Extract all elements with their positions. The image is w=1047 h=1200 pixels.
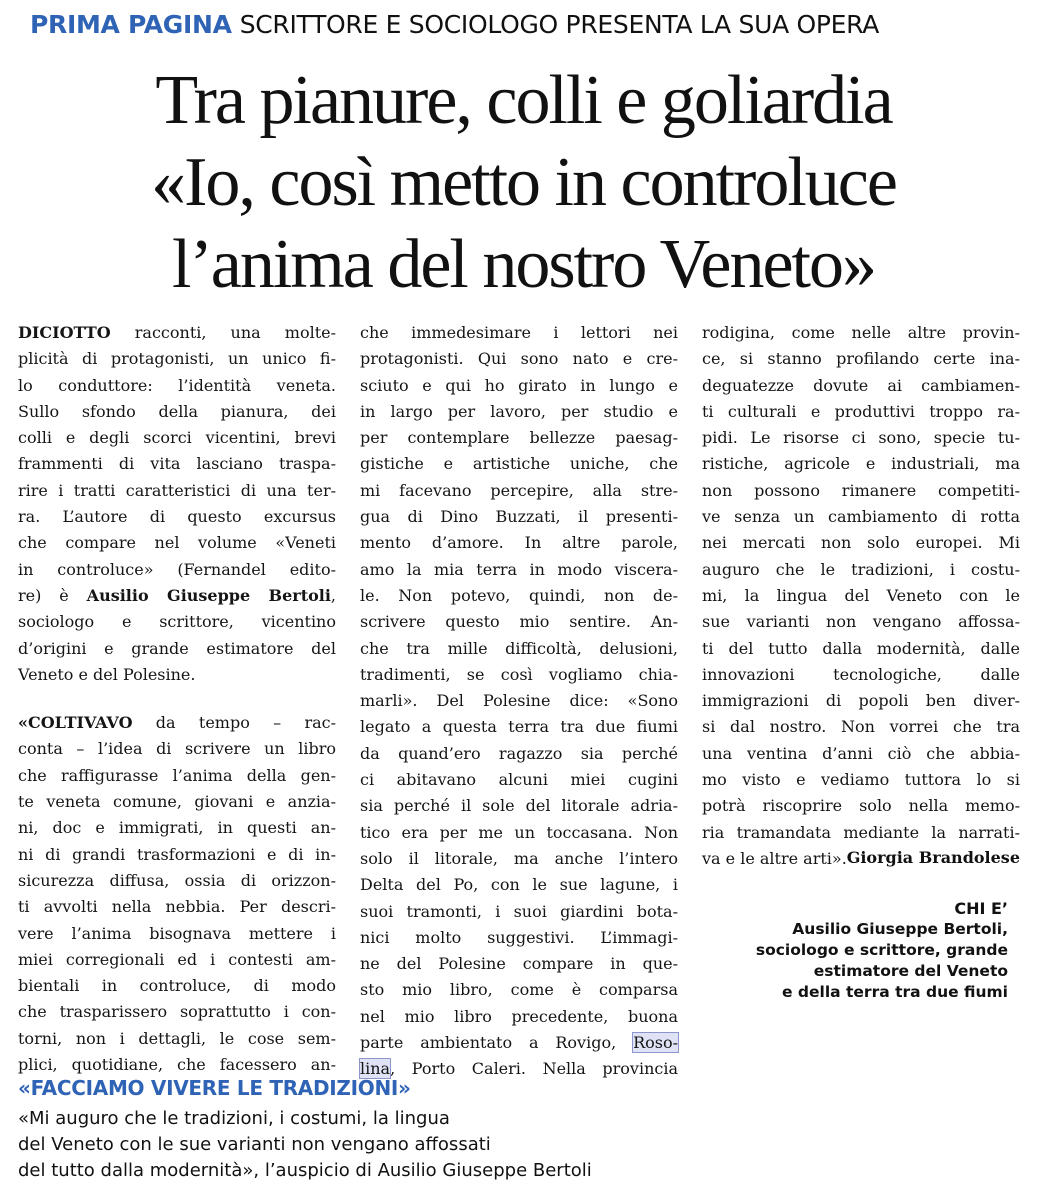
text-line: frammenti di vita lasciano traspa- — [18, 454, 336, 474]
author-name: Ausilio Giuseppe Bertoli — [86, 585, 331, 605]
text-line: innovazioni tecnologiche, dalle — [702, 664, 1020, 684]
text-line: immigrazioni di popoli ben diver- — [702, 691, 1020, 711]
text-line: vere l’anima bisognava mettere i — [18, 923, 336, 943]
pullquote-title: «FACCIAMO VIVERE LE TRADIZIONI» — [18, 1076, 411, 1100]
kicker-subtitle: SCRITTORE E SOCIOLOGO PRESENTA LA SUA OPERA — [239, 10, 880, 39]
text-line: che compare nel volume «Veneti — [18, 533, 336, 553]
text-line: ni di grandi trasformazioni e di in- — [18, 844, 336, 864]
kicker — [30, 10, 1020, 39]
text-line: ti culturali e produttivi troppo ra- — [702, 401, 1020, 421]
text-line: va e le altre arti». — [702, 848, 847, 868]
text-line — [18, 583, 336, 609]
text-span: , — [330, 585, 336, 605]
text-line: ci abitavano alcuni miei cugini — [360, 770, 678, 790]
text-line: una ventina d’anni ciò che abbia- — [702, 743, 1020, 763]
text-line: deguatezze dovute ai cambiamen- — [702, 375, 1020, 395]
text-line: sicurezza diffusa, ossia di orizzon- — [18, 870, 336, 890]
text-line: ce, si stanno profilando certe ina- — [702, 349, 1020, 369]
paragraph-2 — [18, 710, 336, 1078]
text-line: sto mio libro, come è comparsa — [360, 980, 678, 1000]
pullquote-line: del Veneto con le sue varianti non vengano affossati — [18, 1134, 491, 1155]
text-line: ve senza un cambiamento di rotta — [702, 507, 1020, 527]
paragraph-1 — [18, 320, 336, 688]
text-line: che immedesimare i lettori nei — [360, 323, 678, 342]
bio-line: estimatore del Veneto — [813, 962, 1008, 980]
text-line: in controluce» (Fernandel edito- — [18, 559, 336, 579]
text-line: nici molto suggestivi. L’immagi- — [360, 927, 678, 947]
text-line: le. Non potevo, quindi, non de- — [360, 585, 678, 605]
text-line: plici, quotidiane, che facessero an- — [18, 1055, 336, 1075]
text-line: d’origini e grande estimatore del — [18, 638, 336, 658]
text-line: protagonisti. Qui sono nato e cre- — [360, 349, 678, 369]
text-line: che tra mille difficoltà, delusioni, — [360, 638, 678, 658]
bio-line: Ausilio Giuseppe Bertoli, — [792, 920, 1008, 938]
text-line: Sullo sfondo della pianura, dei — [18, 401, 336, 421]
text-line: che trasparissero soprattutto i con- — [18, 1002, 336, 1022]
text-span: da tempo – rac- — [132, 713, 336, 733]
text-line: si dal nostro. Non vorrei che tra — [702, 717, 1020, 737]
text-line: Veneto e del Polesine. — [18, 664, 196, 684]
text-line: ra. L’autore di questo excursus — [18, 507, 336, 527]
text-line: che raffigurasse l’anima della gen- — [18, 765, 336, 785]
text-line: gua di Dino Buzzati, il presenti- — [360, 507, 678, 527]
text-line: mi, la lingua del Veneto con le — [702, 585, 1020, 605]
text-line: ti del tutto dalla modernità, dalle — [702, 638, 1020, 658]
text-line: nei mercati non solo europei. Mi — [702, 533, 1020, 553]
text-line: scrivere questo mio sentire. An- — [360, 612, 678, 632]
headline-line: l’anima del nostro Veneto» — [172, 226, 875, 303]
text-span: , Porto Caleri. Nella provincia — [390, 1059, 678, 1079]
text-line: colli e degli scorci vicentini, brevi — [18, 428, 336, 448]
text-line: in largo per lavoro, per studio e — [360, 401, 678, 421]
text-line: marli». Del Polesine dice: «Sono — [360, 691, 678, 711]
bio-box — [702, 898, 1008, 1003]
headline — [20, 60, 1027, 306]
lead-word: «COLTIVAVO — [18, 713, 133, 733]
highlighted-word: Roso- — [633, 1033, 678, 1053]
text-line: ne del Polesine compare in que- — [360, 954, 678, 974]
text-line: mi facevano percepire, alla stre- — [360, 480, 678, 500]
bio-line: sociologo e scrittore, grande — [755, 941, 1008, 959]
article-column-3 — [702, 320, 1020, 872]
pullquote-line: «Mi auguro che le tradizioni, i costumi, la lingua — [18, 1108, 450, 1129]
text-line: te veneta comune, giovani e anzia- — [18, 792, 336, 812]
text-line: rire i tratti caratteristici di una ter- — [18, 480, 336, 500]
text-line: non possono rimanere competiti- — [702, 480, 1020, 500]
text-line: mo visto e vediamo tuttora lo si — [702, 770, 1020, 790]
text-line: nel mio libro precedente, buona — [360, 1006, 678, 1026]
article-column-2 — [360, 320, 678, 1083]
text-line — [360, 1030, 678, 1056]
headline-line: Tra pianure, colli e goliardia — [155, 62, 892, 139]
text-line: bientali in controluce, di modo — [18, 976, 336, 996]
text-line: legato a questa terra tra due fiumi — [360, 717, 678, 737]
text-line: ti avvolti nella nebbia. Per descri- — [18, 897, 336, 917]
text-line: sciuto e qui ho girato in lungo e — [360, 375, 678, 395]
text-line — [18, 710, 336, 736]
text-span: re) è — [18, 585, 87, 605]
pullquote-line: del tutto dalla modernità», l’auspicio di Ausilio Giuseppe Bertoli — [18, 1160, 592, 1181]
text-line: Delta del Po, con le sue lagune, i — [360, 875, 678, 895]
text-line: mento d’amore. In altre parole, — [360, 533, 678, 553]
text-line: sue varianti non vengano affossa- — [702, 612, 1020, 632]
text-line: amo la mia terra in modo viscera- — [360, 559, 678, 579]
text-line: lo conduttore: l’identità veneta. — [18, 375, 336, 395]
text-line: gistiche e artistiche uniche, che — [360, 454, 678, 474]
text-line — [18, 320, 336, 346]
text-span: racconti, una molte- — [110, 323, 336, 342]
text-line: conta – l’idea di scrivere un libro — [18, 739, 336, 759]
section-label: PRIMA PAGINA — [30, 10, 232, 39]
author-signature: Giorgia Brandolese — [846, 848, 1020, 867]
text-line: da quand’ero ragazzo sia perché — [360, 743, 678, 763]
text-line: rodigina, come nelle altre provin- — [702, 323, 1020, 342]
text-line: plicità di protagonisti, un unico fi- — [18, 349, 336, 369]
text-line: tradimenti, se così vogliamo chia- — [360, 664, 678, 684]
text-span: parte ambientato a Rovigo, — [360, 1033, 634, 1053]
text-line: solo il litorale, ma anche l’intero — [360, 848, 678, 868]
text-line: pidi. Le risorse ci sono, specie tu- — [702, 428, 1020, 448]
article-column-1 — [18, 320, 336, 1078]
text-line: ria tramandata mediante la narrati- — [702, 822, 1020, 842]
text-line: per contemplare bellezze paesag- — [360, 428, 678, 448]
bio-label: CHI E’ — [954, 899, 1008, 918]
text-line: suoi tramonti, i suoi giardini bota- — [360, 901, 678, 921]
text-line: potrà riscoprire solo nella memo- — [702, 796, 1020, 816]
text-line: sociologo e scrittore, vicentino — [18, 612, 336, 632]
text-line: ristiche, agricole e industriali, ma — [702, 454, 1020, 474]
pullquote-body — [18, 1106, 718, 1184]
text-line: tico era per me un toccasana. Non — [360, 822, 678, 842]
headline-line: «Io, così metto in controluce — [151, 144, 896, 221]
lead-word: DICIOTTO — [18, 323, 111, 342]
text-line: auguro che le tradizioni, i costu- — [702, 559, 1020, 579]
text-line: ni, doc e immigrati, in questi an- — [18, 818, 336, 838]
bio-line: e della terra tra due fiumi — [782, 983, 1008, 1001]
text-line: sia perché il sole del litorale adria- — [360, 796, 678, 816]
text-line: miei corregionali ed i contesti am- — [18, 949, 336, 969]
text-line: torni, non i dettagli, le cose sem- — [18, 1028, 336, 1048]
highlighted-word: lina — [360, 1059, 391, 1079]
